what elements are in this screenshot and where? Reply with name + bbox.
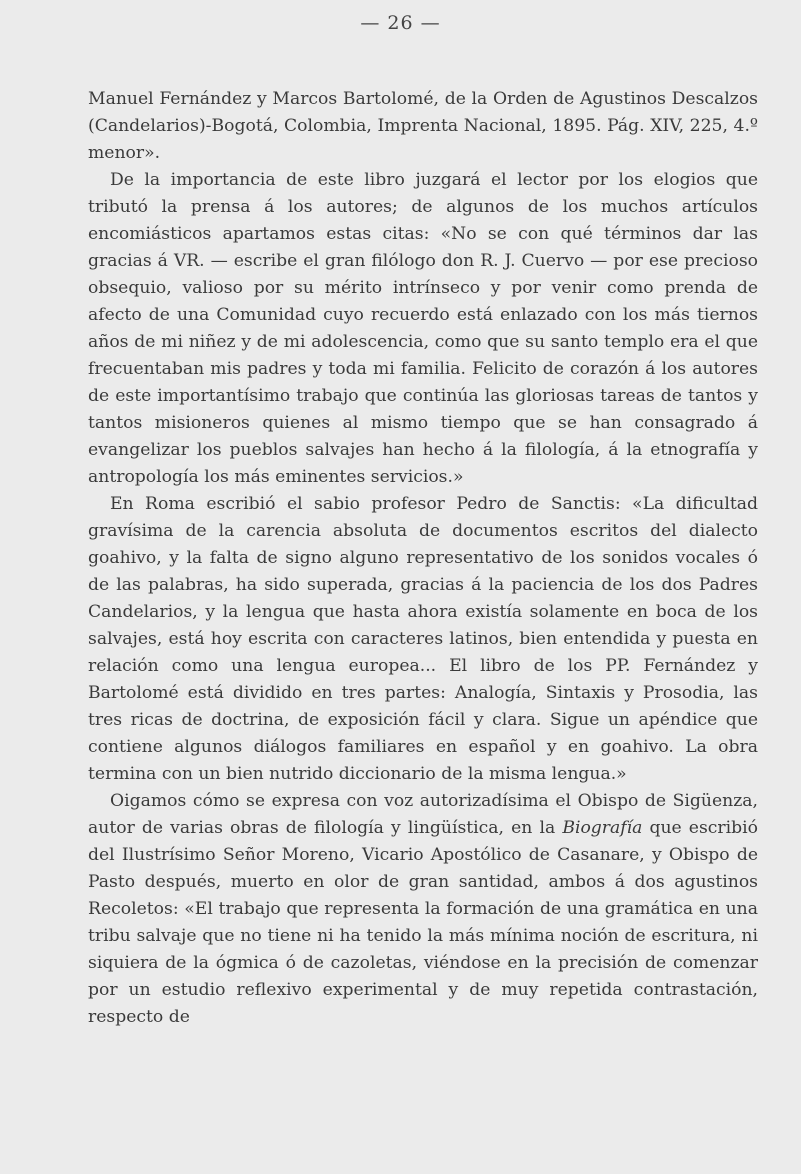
paragraph-cuervo-quote: De la importancia de este libro juzgará el lector por los elogios que tributó la prensa á los autores; de algunos de los muchos artículos encomiásticos apartamos estas citas: «No se con qué términos dar las gracias á VR. — escribe el gran filólogo don R. J. Cuervo — por ese precioso obsequio, valioso por su mérito intrínseco y por venir como prenda de afecto de una Comunidad cuyo recuerdo está enlazado con los más tiernos años de mi niñez y de mi adolescencia, como que su santo templo era el que frecuentaban mis padres y toda mi familia. Felicito de corazón á los autores de este importantísimo trabajo que continúa las gloriosas tareas de tantos y tantos misioneros quienes al mismo tiempo que se han consagrado á evangelizar los pueblos salvajes han hecho á la filología, á la etnografía y antropología los más eminentes servicios.» [88, 170, 758, 487]
text-segment: Oigamos cómo se expresa con voz autorizadísima el Obispo de Sigüenza, autor de varias obras de filología y lingüística, en la [88, 791, 758, 838]
paragraph-sanctis-quote: En Roma escribió el sabio profesor Pedro de Sanctis: «La dificultad gravísima de la carencia absoluta de documentos escritos del dialecto goahivo, y la falta de signo alguno representativo de los sonidos vocales ó de las palabras, ha sido superada, gracias á la paciencia de los dos Padres Candelarios, y la lengua que hasta ahora existía solamente en boca de los salvajes, está hoy escrita con caracteres latinos, bien entendida y puesta en relación como una lengua europea... El libro de los PP. Fernández y Bartolomé está dividido en tres partes: Analogía, Sintaxis y Prosodia, las tres ricas de doctrina, de exposición fácil y clara. Sigue un apéndice que contiene algunos diálogos familiares en español y en goahivo. La obra termina con un bien nutrido diccionario de la misma lengua.» [88, 494, 758, 784]
page-number: — 26 — [360, 12, 441, 34]
body-text [88, 86, 758, 1031]
paragraph-citation: Manuel Fernández y Marcos Bartolomé, de la Orden de Agustinos Descalzos (Candelarios)-Bogotá, Colombia, Imprenta Nacional, 1895. Pág. XIV, 225, 4.º menor». [88, 89, 758, 163]
paragraph-siguenza-quote [88, 788, 758, 1031]
book-title-italic: Biografía [562, 818, 643, 838]
text-segment: que escribió del Ilustrísimo Señor Moreno, Vicario Apostólico de Casanare, y Obispo de Pasto después, muerto en olor de gran santidad, ambos á dos agustinos Recoletos: «El trabajo que representa la formación de una gramática en una tribu salvaje que no tiene ni ha tenido la más mínima noción de escritura, ni siquiera de la ógmica ó de cazoletas, viéndose en la precisión de comenzar por un estudio reflexivo experimental y de muy repetida contrastación, respecto de [88, 818, 758, 1027]
